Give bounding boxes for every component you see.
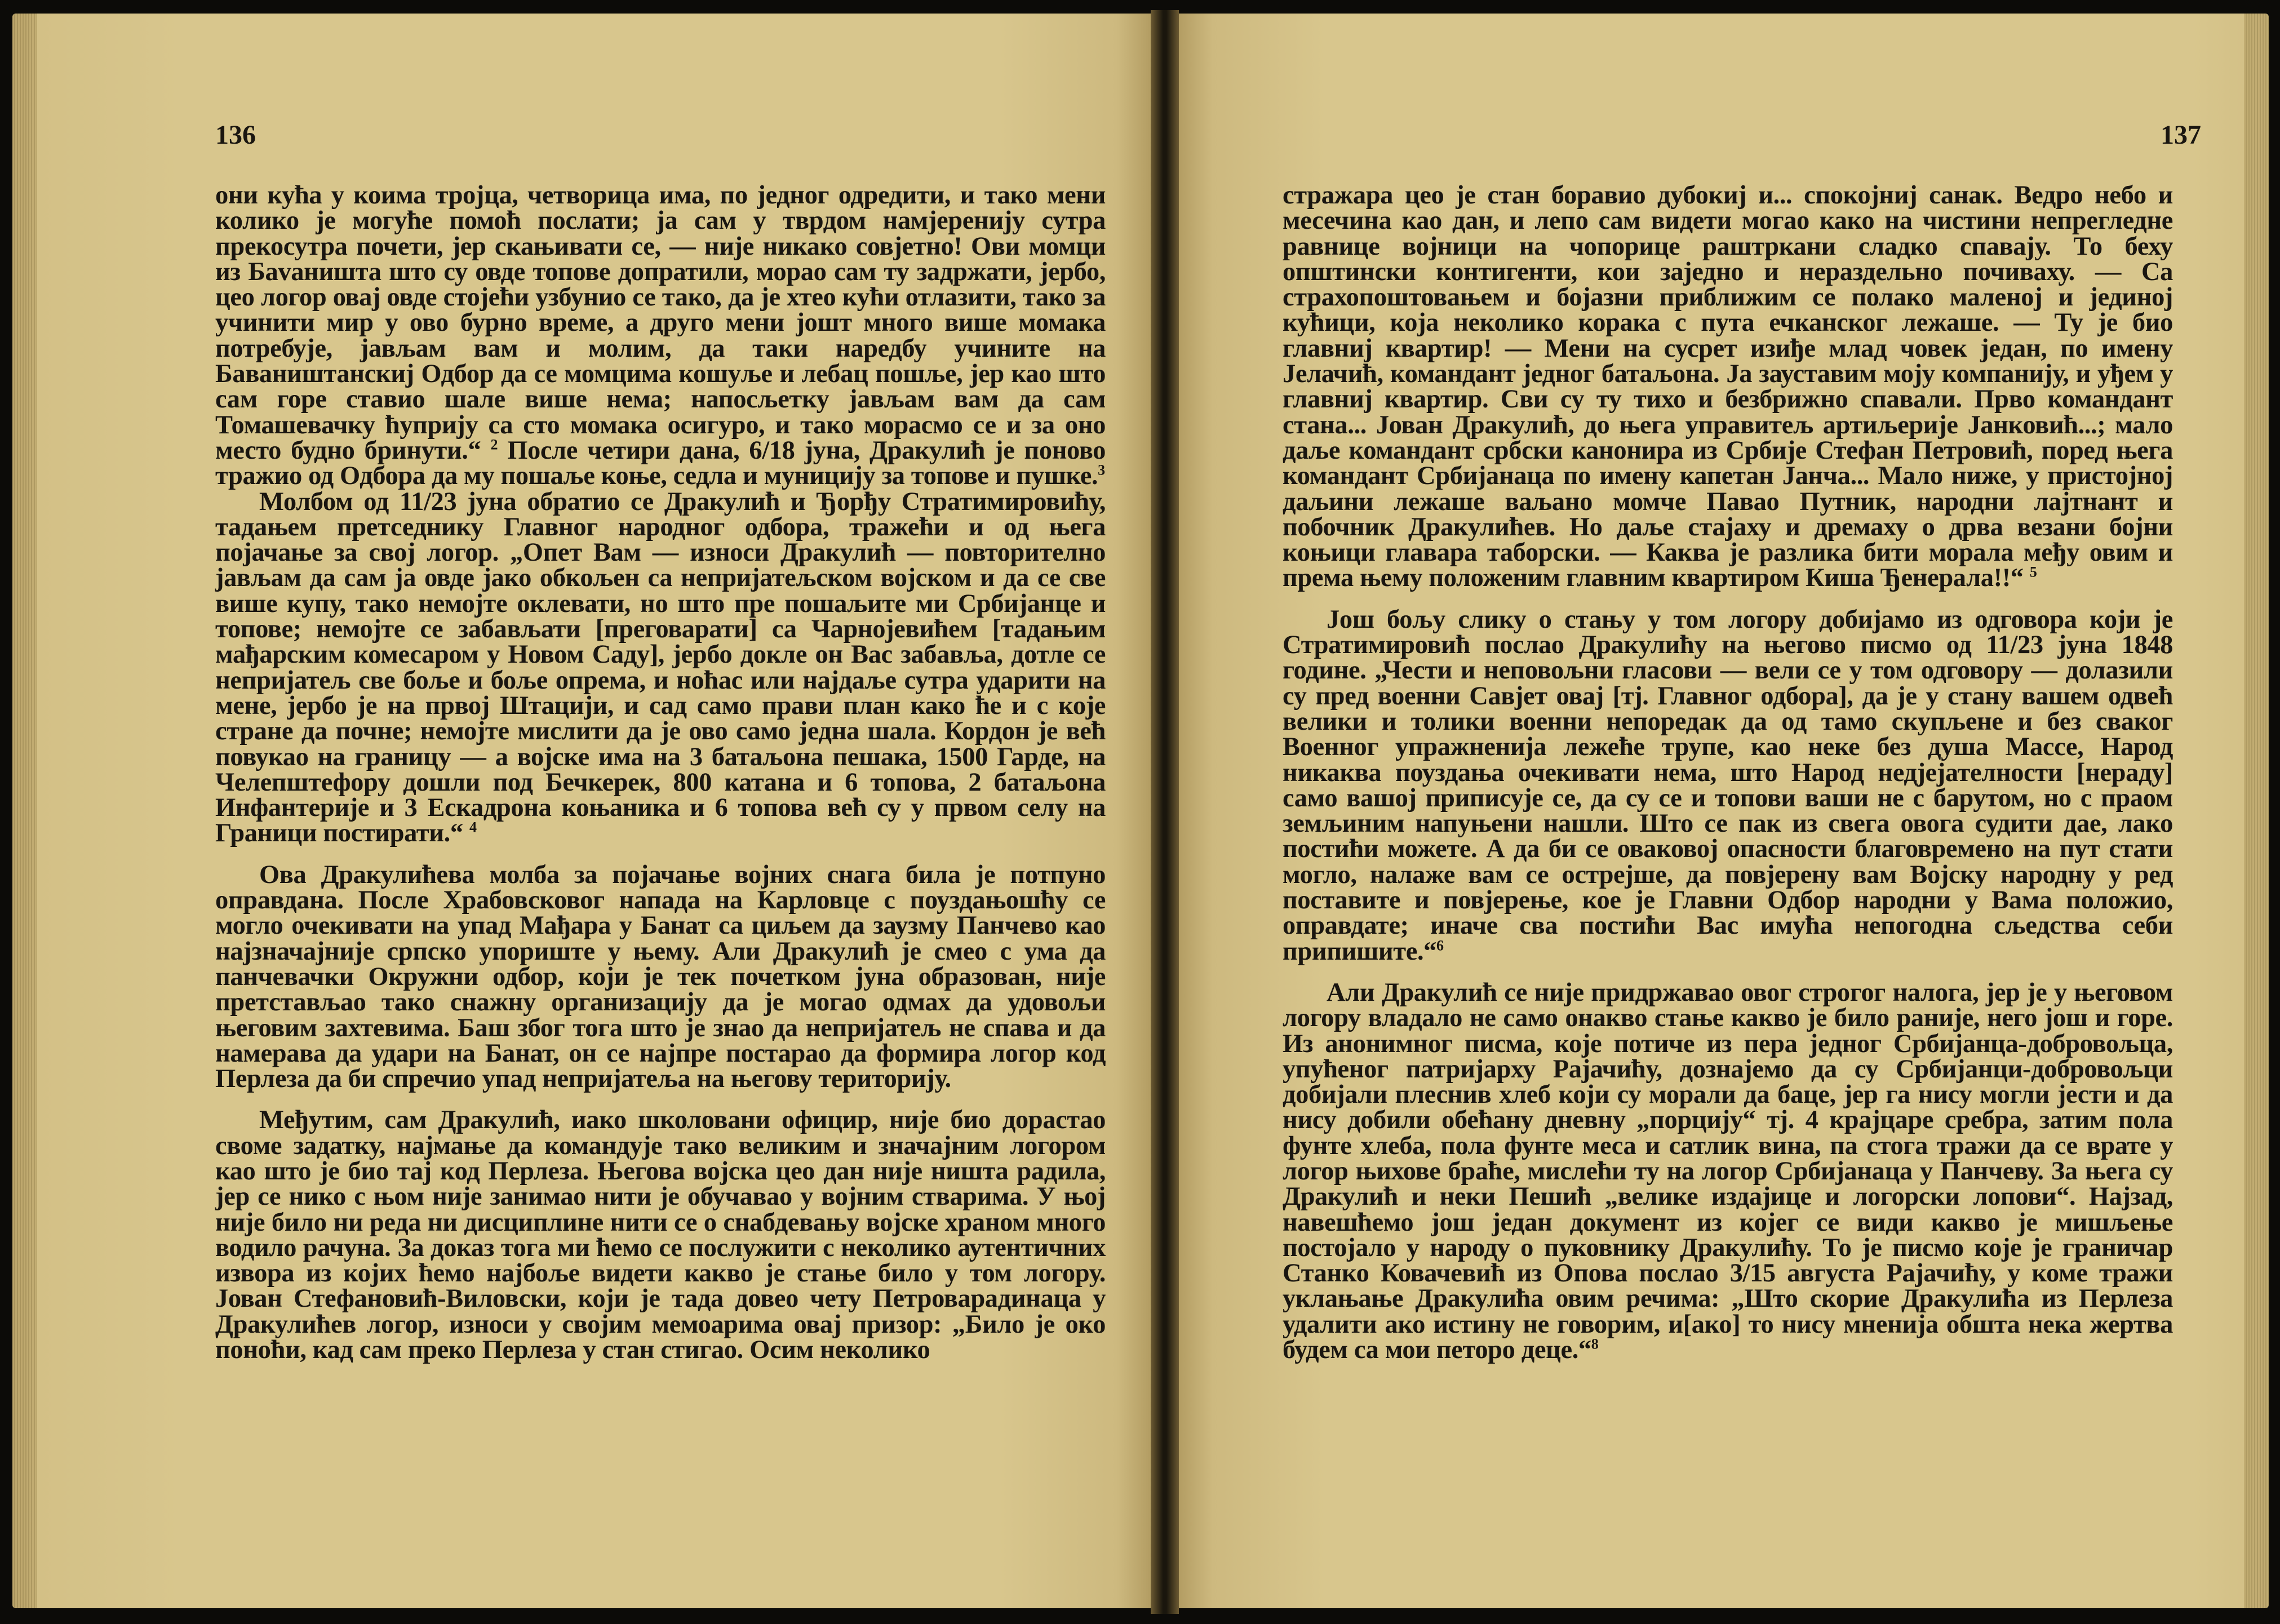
page-edges bbox=[12, 14, 37, 1608]
book-gutter bbox=[1151, 10, 1179, 1614]
right-page-text bbox=[1283, 183, 2173, 1363]
paragraph-text: Молбом од 11/23 јуна обратио се Дракулић и Ђорђу Стратимировићу, тадањем претседнику Главног народног одбора, тражећи и од њега појачање за свој логор. „Опет Вам — износи Дракулић — повторително јављам да сам ја овде јако обкољен са непријатељском војском и да се све више купу, тако немојте оклевати, но што пре пошаљите ми Србијанце и топове; немојте се забављати [преговарати] са Чарнојевићем [тадањим мађарским комесаром у Новом Саду], јербо докле он Вас забавља, дотле се непријатељ све боље и боље опрема, и ноћас или најдаље сутра ударити на мене, јербо је на првој Штацији, и сад само прави план како ће и с које стране да почне; немојте мислити да је ово само једна шала. Кордон је већ повукао на границу — а војске има на 3 батаљона пешака, 1500 Гарде, на Челепштефору дошли под Бечкерек, 800 катана и 6 топова, 2 батаљона Инфантерије и 3 Ескадрона коњаника и 6 топова већ су у првом селу на Граници постирати.“ bbox=[215, 487, 1106, 848]
paragraph: Међутим, сам Дракулић, иако школовани официр, није био дорастао своме задатку, најмање да командује тако великим и значајним логором као што је био тај код Перлеза. Његова војска цео дан није ништа радила, јер се нико с њом није занимао нити је обучавао у војним стварима. У њој није било ни реда ни дисциплине нити се о снабдевању војске храном много водило рачуна. За доказ тога ми ћемо се послужити с неколико аутентичних извора из којих ћемо најбоље видети какво је стање било у том логору. Јован Стефановић-Виловски, који је тада довео чету Петроварадинаца у Дракулићев логор, износи у својим мемоарима овај призор: „Било је око поноћи, кад сам преко Перлеза у стан стигао. Осим неколико bbox=[215, 1106, 1106, 1365]
paragraph-text: Али Дракулић се није придржавао овог строгог налога, јер је у његовом логору владало не само онакво стање какво је било раније, него још и горе. Из анонимног писма, које потиче из пера једног Србијанца-добровољца, упућеног патријарху Рајачићу, дознајемо да су Србијанци-добровољци добијали плеснив хлеб који су морали да баце, јер га нису могли јести и да нису добили обећану дневну „порцију“ тј. 4 крајцаре сребра, затим пола фунте хлеба, пола фунте меса и сатлик вина, па стога тражи да се врате у логор њихове браће, мислећи ту на логор Србијанаца у Панчеву. За њега су Дракулић и неки Пешић „велике издајице и логорски лопови“. Најзад, навешћемо још један документ из којег се види какво је мишљење постојало у народу о пуковнику Дракулићу. То је писмо које је граничар Станко Ковачевић из Опова послао 3/15 августа Рајачићу, у коме тражи уклањање Дракулића овим речима: „Што скорие Дракулића из Перлеза удалити ако истину не говорим, и[ако] то нису мнениjа обшта нека жертва будем са мои петоро деце.“ bbox=[1283, 978, 2173, 1365]
footnote-mark: 2 bbox=[490, 436, 498, 453]
paragraph bbox=[1283, 607, 2173, 964]
left-page-text bbox=[215, 183, 1106, 1363]
footnote-mark: 3 bbox=[1098, 462, 1105, 478]
paragraph-text: они кућа у коима тројца, четворица има, по једног одредити, и тако мени колико је могуће помоћ послати; ја сам у тврдом намјеренију сутра прекосутра почети, јер скањивати се, — није никако совјетно! Ови момци из Бavaништа што су овде топове допратили, морао сам ту задржати, јербо, цео логор овај овде стојећи узбунио се тако, да је хтео кући отлазити, тако за учинити мир у ово бурно време, а друго мени јошт много више момака потребује, јављам вам и молим, да таки наредбу учините на Бавaништанскиј Одбор да се момцима кошуље и лебац пошље, јер као што сам горе ставио шале више нема; напосљетку јављам вам да сам Томашевачку ћуприју са сто момака осигуро, и тако морасмо се и за оно место будно бринути. bbox=[215, 181, 1106, 465]
paragraph bbox=[215, 489, 1106, 846]
book-spread bbox=[12, 10, 2269, 1614]
paragraph-text: После четири дана, 6/18 јуна, Дракулић је поново тражио од Одбора да му пошаље коње, седла и муницију за топове и пушке. bbox=[215, 436, 1106, 491]
page-number-left: 136 bbox=[215, 120, 256, 150]
footnote-mark: 4 bbox=[469, 819, 477, 836]
page-number-right: 137 bbox=[2161, 120, 2201, 150]
footnote-mark: 8 bbox=[1591, 1335, 1599, 1352]
paragraph-text: стражара цео је стан боравио дубокиј и... спокојниј санак. Ведро небо и месечина као дан, и лепо сам видети могао како на чистини непрегледне равнице војници на чопорице раштркани сладко спавају. То беху општински контигенти, кои заједно и нераздельно почивaху. — Са страхопоштовањем и бојазни приближим се полако маленој и јединој кућици, која неколико корака с пута ечканског лежаше. — Ту је био главниј квартир! — Мени на сусрет изиђе млад човек један, по имену Јелачић, командант једног батаљона. Ја зауставим моју компанију, и уђем у главниј квартир. Сви су ту тихо и безбрижно спавали. Прво командант стана... Јован Дракулић, до њега управитељ артиљерије Јанковић...; мало даље командант србски канонира из Србије Стефан Петровић, поред њега командант Србијанаца по имену капетан Јанча... Мало ниже, у пристојној даљини лежаше ваљано момче Павао Путник, народни лајтнант и побочник Дракулићев. Но даље стајаху и дремаху о дрва везани бојни коњици главара таборски. — Каква је разлика бити морала међу овим и према њему положеним главним квартиром Киша Ђенерала!!“ bbox=[1283, 181, 2173, 593]
paragraph bbox=[1283, 980, 2173, 1363]
left-page bbox=[12, 14, 1151, 1608]
right-page bbox=[1179, 14, 2269, 1608]
paragraph bbox=[215, 183, 1106, 489]
footnote-mark: 6 bbox=[1436, 937, 1444, 954]
page-edges bbox=[2244, 14, 2269, 1608]
paragraph bbox=[1283, 183, 2173, 591]
paragraph-text: Још бољу слику о стању у том логору добијамо из одговора који је Стратимировић послао Дракулићу на његово писмо од 11/23 јуна 1848 године. „Чести и неповољни гласови — вели се у том одговору — долазили су пред военни Савјет овај [тј. Главног одбора], да је у стану вашем одвећ велики и толики военни непоредак да од тамо скупљене и без сваког Военног упражненија лежеће трупе, као неке без душа Массе, Народ никаква поуздања очекивати нема, што Народ недјејателности [нераду] само вашој приписује се, да су се и топови ваши не с барутом, но с праом земљиним напуњени нашли. Што се пак из свега овога судити дае, лако постићи можете. А да би се оваковој опасности благовремено на пут стати могло, налаже вам се острејше, да повјерену вам Војску народну у ред поставите и повјерење, кое је Главни Одбор народни у Вама положио, оправдате; иначе сва постићи Вас имућа непогодна сљедства себи припишите.“ bbox=[1283, 605, 2173, 966]
quote-mark: “ bbox=[468, 436, 481, 465]
footnote-mark: 5 bbox=[2029, 563, 2037, 580]
paragraph: Ова Дракулићева молба за појачање војних снага била је потпуно оправдана. После Храбовсковог напада на Карловце с поуздањошћу се могло очекивати на упад Мађара у Банат са циљем да заузму Панчево као најзначајније српско упориште у њему. Али Дракулић је смео с ума да панчевачки Окружни одбор, који је тек почетком јуна образован, није претстављао тако снажну организацију да је могао одмах да удовољи његовим захтевима. Баш због тога што је знао да непријатељ не спава и да намерава да удари на Банат, он се најпре постарао да формира логор код Перлеза да би спречио упад непријатеља на његову територију. bbox=[215, 860, 1106, 1094]
